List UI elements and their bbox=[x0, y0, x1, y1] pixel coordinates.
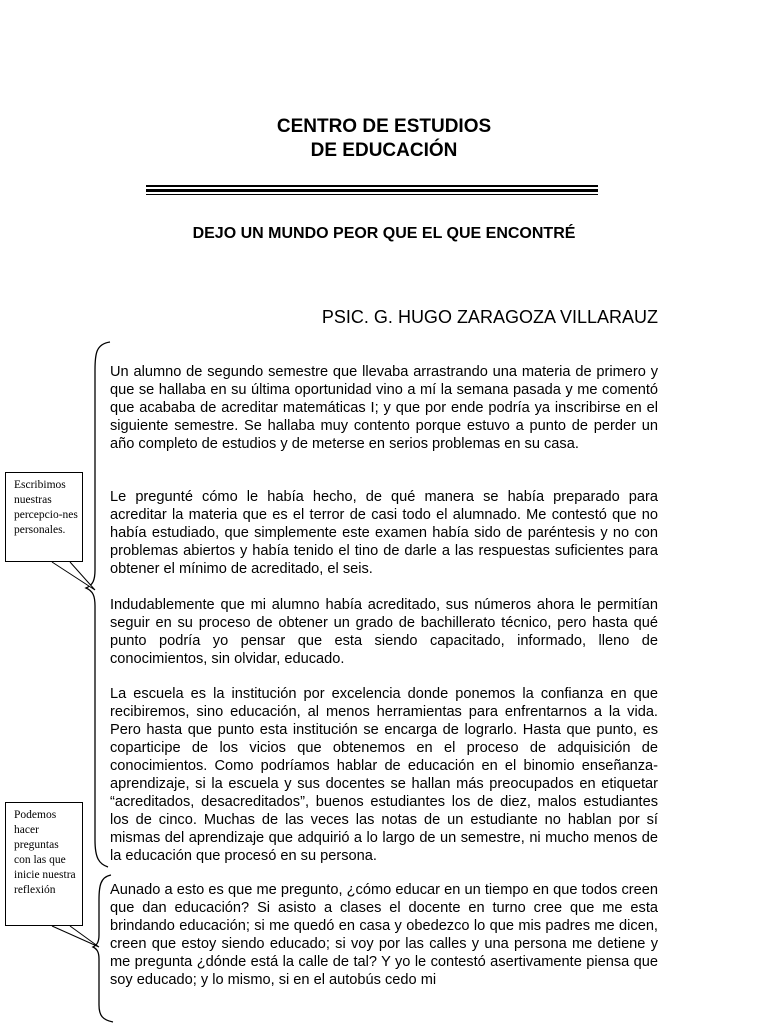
paragraph-5: Aunado a esto es que me pregunto, ¿cómo educar en un tiempo en que todos creen que dan educación? Si asisto a clases el docente en turno cree que me esta brindando educación; si me quedó en casa y obedezco lo que mis padres me dicen, creen que estoy siendo educado; si voy por las calles y una persona me detiene y me pregunta ¿dónde está la calle de tal? Y yo le contestó asertivamente piensa que soy educado; y lo mismo, si en el autobús cedo mi bbox=[110, 882, 658, 988]
paragraph-4: La escuela es la institución por excelencia donde ponemos la confianza en que recibiremos, sino educación, al menos herramientas para enfrentarnos a la vida. Pero hasta que punto esta institución se encarga de lograrlo. Hasta que punto, es coparticipe de los vicios que obtenemos en el proceso de adquisición de conocimientos. Como podríamos hablar de educación en el binomio enseñanza-aprendizaje, si la escuela y sus docentes se hallan más preocupados en etiquetar “acreditados, desacreditados”, buenos estudiantes los de diez, malos estudiantes los de cinco. Muchas de las veces las notas de un estudiante no hablan por sí mismas del aprendizaje que adquirió a lo largo de un semestre, ni mucho menos de la educación que procesó en su persona. bbox=[110, 686, 658, 864]
callout-note-2: Podemos hacer preguntas con las que inicie nuestra reflexión bbox=[5, 802, 83, 926]
header-rule-middle bbox=[146, 189, 598, 192]
institution-title bbox=[0, 115, 768, 163]
document-title: DEJO UN MUNDO PEOR QUE EL QUE ENCONTRÉ bbox=[192, 225, 576, 242]
callout-pointer-1 bbox=[52, 562, 95, 590]
paragraph-1: Un alumno de segundo semestre que llevaba arrastrando una materia de primero y que se hallaba en su última oportunidad vino a mí la semana pasada y me comentó que acababa de acreditar matemáticas I; y que por ende podría ya inscribirse en el siguiente semestre. Se hallaba muy contento porque estuvo a punto de perder un año completo de estudios y de meterse en serios problemas en su casa. bbox=[110, 364, 658, 452]
bracket-brace-1 bbox=[86, 342, 110, 867]
institution-line-1: CENTRO DE ESTUDIOS bbox=[276, 116, 492, 137]
author-name: PSIC. G. HUGO ZARAGOZA VILLARAUZ bbox=[321, 307, 658, 327]
header-rule-bottom bbox=[146, 194, 598, 195]
callout-pointer-2 bbox=[52, 926, 99, 947]
paragraph-3: Indudablemente que mi alumno había acreditado, sus números ahora le permitían seguir en su proceso de obtener un grado de bachillerato técnico, pero hasta qué punto podría yo pensar que esta siendo capacitado, informado, lleno de conocimientos, sin olvidar, educado. bbox=[110, 597, 658, 667]
callout-note-1: Escribimos nuestras percepcio-nes personales. bbox=[5, 472, 83, 562]
institution-line-2: DE EDUCACIÓN bbox=[310, 140, 458, 161]
paragraph-2: Le pregunté cómo le había hecho, de qué manera se había preparado para acreditar la materia que es el terror de casi todo el alumnado. Me contestó que no había estudiado, que simplemente este examen había sido de paréntesis y no con problemas abiertos y había tenido el tino de darle a las respuestas suficientes para obtener el mínimo de acreditado, el seis. bbox=[110, 489, 658, 577]
header-rule-top bbox=[146, 185, 598, 187]
